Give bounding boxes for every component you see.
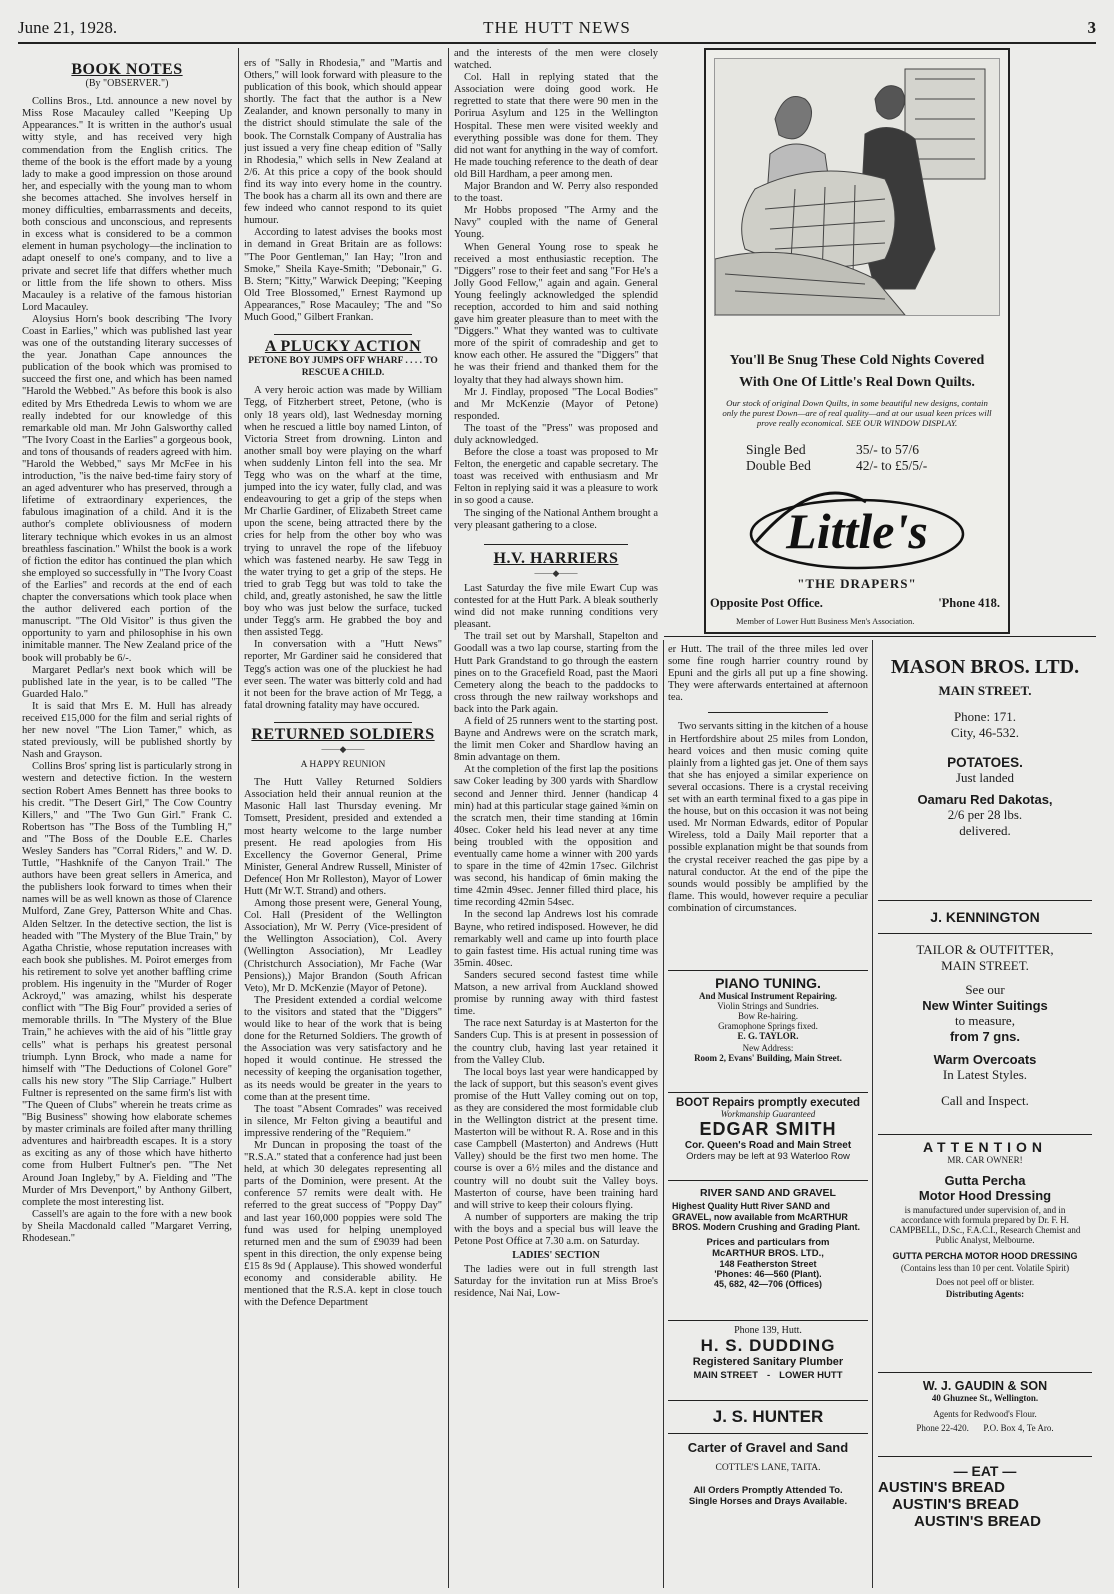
article-paragraph: It is said that Mrs E. M. Hull has already received £15,000 for the film and serial rights of her new novel "The Lion Tamer," which, as stated previously, will be published shortly by Nash and Grayson. (22, 700, 232, 761)
potatoes-heading: POTATOES. (947, 755, 1023, 770)
ad-line: Warm Overcoats (933, 1052, 1037, 1067)
ad-description: Our stock of original Down Quilts, in some beautiful new designs, contain only the purest Down—are of real quality—and at our usual keen prices will prove really economical. SEE OUR WINDOW DISPLAY. (722, 398, 992, 428)
ad-line: Cor. Queen's Road and Main Street (684, 1140, 852, 1151)
article-paragraph: Collins Bros' spring list is particularly strong in western and detective fiction. In the western section Robert Ames Bennett has three books to his credit. "The Desert Girl," The Cow Country Killers," and "The Two Gun Girl." Frank C. Robertson has "The Boss of the Tumbling H," and "The Boss of the Double E.E. Charles Wesley Sanders has "Corral Riders," and W. D. Tuttle, "Hashknife of the Canyon Trail." The authors have been great sellers in America, and the publishers look forward to times when their names will be as well known as those of Clarence Mulford, Zane Grey, Patterson White and Chas. Alden Seltzer. In the detective section, the list is headed with "The Mystery of the Blue Train," by Agatha Christie, whose reputation increases with each book she publishes. M. Poirot emerges from his retirement to solve yet another baffling crime problem. His ingenuity in the "Murder of Roger Ackroyd," was amazing, whilst his desperate conflict with "The Big Four" provided a series of memorable thrills. In "The Mystery of the Blue Train," he achieves with the aid of his "little gray cells" what is perhaps his greatest personal triumph. Lynn Brock, who made a name for himself with "The Deductions of Colonel Gore" calls his new story "The Slip Carriage." Hulbert Fultner is represented on the same firm's list with "The Queen of Clubs" wherein he treats crime as "Big Business" showing how elaborate schemes by master criminals are foiled after many thrilling adventures and hairbreadth escapes. It is a story as exciting as any of those which have hitherto come from Hulbert Fultner's pen. "The Net Around Joan Ingleby," by A. Fielding and "The Murder of Mrs Devenport," by Anthony Gilbert, complete the most interesting list. (22, 761, 232, 1208)
column-divider (872, 640, 873, 1588)
shop-location: Opposite Post Office. (710, 596, 823, 610)
ad-line: COTTLE'S LANE, TAITA. (715, 1463, 821, 1473)
article-paragraph: er Hutt. The trail of the three miles led over some fine rough harrier country round by Epuni and the girls all put up a fine showing. They were afterwards entertained at afternoon tea. (668, 644, 868, 704)
column-divider (238, 48, 239, 1588)
ad-line: 45, 682, 42—706 (Offices) (713, 1278, 823, 1289)
section-rule (274, 334, 412, 335)
plucky-heading: A PLUCKY ACTION (264, 338, 422, 356)
section-rule (668, 1433, 868, 1434)
attention-heading: ATTENTION (922, 1139, 1048, 1155)
hunter-name: J. S. HUNTER (712, 1407, 824, 1426)
section-rule (878, 1456, 1092, 1457)
ad-line: Gramophone Springs fixed. (718, 1021, 818, 1031)
column-four-text (668, 644, 868, 980)
gutta-percha-title: Gutta Percha (944, 1173, 1026, 1188)
ad-line: MR. CAR OWNER! (947, 1155, 1023, 1165)
section-rule (878, 1134, 1092, 1135)
ad-headline-line: You'll Be Snug These Cold Nights Covered (729, 353, 985, 368)
ad-line: 148 Featherston Street (719, 1258, 817, 1269)
river-sand-advertisement (668, 1180, 868, 1289)
gaudin-name: W. J. GAUDIN & SON (922, 1379, 1048, 1393)
ad-line: MAIN STREET. (941, 958, 1029, 973)
ad-dash: - (766, 1370, 771, 1381)
piano-tuning-title: PIANO TUNING. (715, 975, 821, 991)
ad-line: Oamaru Red Dakotas, (917, 792, 1053, 807)
article-paragraph: Mr Hobbs proposed "The Army and the Navy" coupled with the name of General Young. (454, 205, 658, 241)
article-paragraph: A very heroic action was made by William Tegg, of Fitzherbert street, Petone, (who is only 18 years old), last Wednesday morning when he rescued a little boy named Linton, of Victoria Street from drowning. Linton and another small boy were playing on the wharf when suddenly Linton fell into the sea. Mr Tegg who was on the wharf at the time, jumped into the icy water, fully clad, and was endeavouring to get a grip of the steps when Mr Charlie Gardiner, of Elizabeth Street came upon the scene, being attracted there by the cries for help from the other boy who was trying to unravel the rope of the lifebuoy which was fastened nearby. He saw Tegg in the water trying to get a grip of the steps. He tried to grab Tegg but was told to take the child, and, greatly astonished, he saw the little boy who was just below the surface, tucked under Tegg's arm. He grabbed the boy and then assisted Tegg. (244, 385, 442, 639)
tuner-address: Room 2, Evans' Building, Main Street. (694, 1053, 842, 1063)
ad-line: Call and Inspect. (941, 1093, 1029, 1108)
article-paragraph: The toast of the "Press" was proposed and duly acknowledged. (454, 422, 658, 446)
ad-line: City, 46-532. (950, 725, 1020, 740)
gaudin-advertisement (878, 1372, 1092, 1433)
ad-line: Highest Quality Hutt River SAND and GRAVEL, now available from McARTHUR BROS. Modern Crushing and Grading Plant. (672, 1201, 861, 1232)
article-paragraph: Margaret Pedlar's next book which will be published late in the year, is to be called "The Guarded Halo." (22, 664, 232, 700)
ad-headline-line: With One Of Little's Real Down Quilts. (739, 375, 975, 390)
article-paragraph: Col. Hall in replying stated that the Association were doing good work. He regretted to state that there were 90 men in the Porirua Asylum and 125 in the Wellington Hospital. These men were visited weekly and everything possible was done for them. They did not want for anything in the way of comfort. He made touching reference to the death of dear old Bill Hardham, a peer among men. (454, 72, 658, 180)
returned-soldiers-subheading: A HAPPY REUNION (300, 760, 386, 771)
ladies-section-heading: LADIES' SECTION (512, 1250, 600, 1262)
ad-line: 40 Ghuznee St., Wellington. (931, 1393, 1039, 1403)
ad-line: Phone: 171. (953, 709, 1017, 724)
ad-line: TAILOR & OUTFITTER, (916, 942, 1054, 957)
dudding-plumber-advertisement (668, 1320, 868, 1381)
ad-line: to measure, (955, 1013, 1015, 1028)
quilt-shopping-illustration (715, 59, 999, 315)
harriers-heading: H.V. HARRIERS (493, 549, 619, 567)
ad-line: Single Horses and Drays Available. (688, 1496, 848, 1507)
ad-line: Registered Sanitary Plumber (692, 1356, 844, 1368)
mason-bros-advertisement (878, 656, 1092, 839)
ad-line: MAIN STREET (693, 1370, 758, 1381)
ad-line: P.O. Box 4, Te Aro. (983, 1423, 1054, 1433)
article-paragraph: ers of "Sally in Rhodesia," and "Martis and Others," will look forward with pleasure to the publication of this book, which should appear shortly. The fact that the author is a New Zealander, and known personally to many in the district should stimulate the sale of the book. The Cornstalk Company of Australia has just issued a very fine cheap edition of "Sally in Rhodesia," which sells in New Zealand at 2/6. At this price a copy of the book should find its way into every home in the country. The book has a charm all its own and there are few indeed who cannot respond to its quiet humour. (244, 58, 442, 227)
article-paragraph: Sanders secured second fastest time while Matson, a new arrival from Auckland showed promise by running away with third fastest time. (454, 969, 658, 1018)
article-paragraph: The President extended a cordial welcome to the visitors and stated that the "Diggers" would like to hear of the work that is being done for the Returned Soldiers. The growth of the Association was very satisfactory and he hoped it would continue. He stressed the necessity of keeping the organisation together, as its needs would be greater in the years to come than at the present time. (244, 994, 442, 1103)
article-paragraph: Mr J. Findlay, proposed "The Local Bodies" and Mr McKenzie (Mayor of Petone) responded. (454, 386, 658, 422)
edgar-smith-name: EDGAR SMITH (699, 1119, 837, 1139)
article-paragraph: According to latest advises the books most in demand in Great Britain are as follows: "The Poor Gentleman," Ian Hay; "Iron and Smoke," Sheila Kaye-Smith; "Debonair," G. B. Stern; "Kitty," Warwick Deeping; "Keeping Old Tree Blossomed," Ernest Raymond up Appearances," Rose Macauley; 'The and "So Much Good," Gilbert Frankan. (244, 227, 442, 323)
ad-line: Prices and particulars from (706, 1236, 830, 1248)
edgar-smith-advertisement (668, 1092, 868, 1162)
book-notes-column (22, 58, 232, 1588)
eat-heading: — EAT — (953, 1463, 1017, 1479)
tuner-name: E. G. TAYLOR. (737, 1031, 799, 1041)
austins-bread-line: AUSTIN'S BREAD (914, 1513, 1041, 1530)
dudding-name: H. S. DUDDING (700, 1336, 836, 1355)
section-rule (668, 1180, 868, 1181)
article-paragraph: The race next Saturday is at Masterton for the Sanders Cup. This is at present in possession of the country club, having last year retained it from the Valley Club. (454, 1018, 658, 1066)
ad-line: See our (965, 982, 1005, 997)
mason-bros-name: MASON BROS. LTD. (890, 656, 1080, 678)
gutta-percha-advertisement (878, 1134, 1092, 1299)
ad-line: Workmanship Guaranteed (720, 1109, 816, 1119)
ad-line: Does not peel off or blister. (935, 1277, 1035, 1287)
shop-illustration (714, 58, 1000, 316)
ad-line: (Contains less than 10 per cent. Volatile Spirit) (900, 1263, 1070, 1273)
masthead-rule (18, 42, 1096, 44)
divider-ornament: ——◆—— (534, 567, 578, 578)
austins-bread-line: AUSTIN'S BREAD (878, 1479, 1005, 1496)
column-divider (663, 640, 664, 1588)
section-rule (668, 1400, 868, 1401)
shop-phone: 'Phone 418. (938, 596, 1000, 610)
plucky-subheading: PETONE BOY JUMPS OFF WHARF . . . . TO RESCUE A CHILD. (248, 356, 438, 379)
section-rule (878, 900, 1092, 901)
ad-line: In Latest Styles. (942, 1067, 1028, 1082)
article-paragraph: Two servants sitting in the kitchen of a house in Hertfordshire about 25 miles from London, heard voices and then music coming quite plainly from a lighted gas jet. One of them says that she has enjoyed a similar experience on several occasions. There is a crystal receiving set with an earth terminal fixed to a gas pipe in the house, but on this occasion it was not being used. Mr Norman Edwards, editor of Popular Wireless, told a Daily Mail reporter that a possible explanation might be that sounds from the crystal receiver reached the gas pipe by a natural conductor. At the end of the pipe the sounds would possibly be amplified by the flame. This would, however require a peculiar combination of circumstances. (668, 721, 868, 914)
ad-line: GUTTA PERCHA MOTOR HOOD DRESSING (892, 1251, 1078, 1261)
ad-line: LOWER HUTT (779, 1370, 843, 1381)
section-rule (484, 544, 628, 545)
ad-line: 2/6 per 28 lbs. (947, 807, 1023, 822)
section-rule (878, 1372, 1092, 1373)
double-bed-label: Double Bed (746, 458, 811, 473)
single-bed-price: 35/- to 57/6 (856, 442, 919, 457)
article-paragraph: Among those present were, General Young, Col. Hall (President of the Wellington Association), Mr W. Perry (Vice-president of the Wellington Association), Col. Avery (Wellington Association), Mr Leadley (Christchurch Association), Mr Fache (War Pensions),) Major Brandon (South African Veto), Mr D. McKenzie (Mayor of Petone). (244, 898, 442, 994)
article-paragraph: The singing of the National Anthem brought a very pleasant gathering to a close. (454, 507, 658, 531)
ad-line: from 7 gns. (949, 1029, 1021, 1044)
article-paragraph: Mr Duncan in proposing the toast of the "R.S.A." stated that a conference had just been held, at which 30 delegates representing all parts of the Dominion, were present. At the conference 57 remits were dealt with. He referred to the great success of "Poppy Day" and last year 160,000 poppies were sold The fund was used for helping unemployed returned men and the sum of £9039 had been spent in this direction, the only expense being £15 8s 9d ( Applause). This showed wonderful economy and considerable ability. He mentioned that the R.S.A. kept in close touch with the Defence Department (244, 1139, 442, 1309)
article-paragraph: The Hutt Valley Returned Soldiers Association held their annual reunion at the Masonic Hall last Thursday evening. Mr Tomsett, President, presided and extended a most hearty welcome to the large number present. He read apologies from His Excellency the Governor General, Prime Minister, General Andrew Russell, Minister of Defence( Hon Mr Rolleston), Mayor of Lower Hutt (Mr W.T. Strand) and others. (244, 777, 442, 897)
article-paragraph: When General Young rose to speak he received a most enthusiastic reception. The "Diggers" rose to their feet and sang "For He's a Jolly Good Fellow," again and again. General Young feelingly acknowledged the splendid reception, accorded to him and said nothing gave him greater pleasure than to meet with the "Diggers." What they wanted was to cultivate more of the spirit of comradeship and get to know each other. He assured the "Diggers" that he was their friend and thanked them for the loyalty that they had always shown him. (454, 241, 658, 386)
single-bed-label: Single Bed (746, 442, 806, 457)
ad-line: Phone 139, Hutt. (734, 1325, 802, 1336)
book-notes-heading: BOOK NOTES (71, 61, 183, 78)
section-rule (274, 722, 412, 723)
ad-line: MAIN STREET. (938, 683, 1032, 698)
ad-line: All Orders Promptly Attended To. (693, 1485, 843, 1496)
ad-line: Just landed (955, 770, 1015, 785)
quilt-prices (746, 442, 976, 474)
page-number: 3 (1087, 18, 1096, 37)
ad-line: delivered. (959, 823, 1011, 838)
issue-date: June 21, 1928. (18, 18, 118, 37)
column-three (454, 48, 658, 1588)
article-paragraph: The ladies were out in full strength last Saturday for the invitation run at Miss Broe's residence, Nai Nai, Low- (454, 1264, 658, 1300)
ad-line: Carter of Gravel and Sand (687, 1440, 849, 1455)
kennington-name: J. KENNINGTON (930, 909, 1040, 925)
newspaper-title: THE HUTT NEWS (483, 18, 631, 37)
returned-soldiers-heading: RETURNED SOLDIERS (251, 725, 435, 743)
piano-tuning-advertisement (668, 970, 868, 1063)
article-paragraph: Aloysius Horn's book describing 'The Ivory Coast in Earlies," which was published last year was one of the outstanding literary successes of the year. Jonathan Cape announces the publication of the book which was promised to succeed the first one, and which has been named "Harold the Webbed." As before this book is also edited by Mrs Ethedreda Lewis to whom we are really indebted for our knowledge of this remarkable old man. Mr John Galsworthy called "The Ivory Coast in the Earlies" a gorgeous book, and tons of thousands of readers agreed with him. "Harold the Webbed," says Mr McFee in his introduction, "is the naive bed-time fairy story of an aged adventurer who has preserved, through a lifetime of extraordinary experiences, the fabulous imagination of a child. And it is the author's complete obliviousness of modern literary technique which evokes in us an almost breathless fascination." Whilst the book is a work of fiction the editor has continued the plan which she employed so successfully in "The Ivory Coast of the Earlies" and records at the end of each chapter the conversations which took place when the author delivered each portion of the manuscript. "The Old Visitor" is thus given the opportunity to yarn and philosophise in his own inimitable manner. The New Zealand price of the book will probably be 6/-. (22, 313, 232, 664)
kennington-tailor-advertisement (878, 900, 1092, 1109)
association-membership: Member of Lower Hutt Business Men's Association. (736, 616, 915, 626)
ad-line: Agents for Redwood's Flour. (933, 1409, 1037, 1419)
ad-line: BOOT Repairs promptly executed (675, 1097, 861, 1109)
divider-ornament: ——◆—— (321, 743, 365, 754)
ad-line: Orders may be left at 93 Waterloo Row (686, 1151, 850, 1162)
littles-quilt-advertisement (704, 48, 1010, 634)
ad-line: McARTHUR BROS. LTD., (712, 1247, 824, 1259)
austins-bread-line: AUSTIN'S BREAD (892, 1496, 1019, 1513)
section-rule (668, 970, 868, 971)
article-paragraph: The trail set out by Marshall, Stapelton and Goodall was a two lap course, starting from the Hutt Park Grandstand to go through the eastern pines on to the Gracefield Road, past the Maori Cemetery along the beach to the paddocks to cross through the new railway workshops and back into the Park again. (454, 631, 658, 715)
section-rule (668, 1092, 868, 1093)
article-paragraph: Major Brandon and W. Perry also responded to the toast. (454, 181, 658, 205)
ad-line: Distributing Agents: (945, 1289, 1025, 1299)
article-paragraph: A number of supporters are making the trip with the boys and a special bus will leave the Petone Post Office at 7.30 a.m. on Saturday. (454, 1211, 658, 1247)
article-paragraph: Cassell's are again to the fore with a new book by Sheila Macdonald called "Margaret Verring, Rhodesean." (22, 1208, 232, 1244)
article-paragraph: A field of 25 runners went to the starting post. Bayne and Andrews were on the scratch mark, the limit men Coker and Shardlow having an 8min advantage on them. (454, 715, 658, 764)
section-rule (708, 712, 828, 713)
gutta-percha-title: Motor Hood Dressing (918, 1188, 1052, 1203)
hunter-carter-advertisement (668, 1400, 868, 1507)
ad-line: New Winter Suitings (922, 998, 1048, 1013)
article-paragraph: Last Saturday the five mile Ewart Cup was contested for at the Hutt Park. A bleak southerly wind did not make running conditions very pleasant. (454, 582, 658, 631)
article-paragraph: At the completion of the first lap the positions saw Coker leading by 300 yards with Shardlow second and Jenner third. Jenner (handicap 4 min) had at this particular stage gained ¾min on the scratch men, their time standing at 16min 40sec. Coker held his lead never at any time being troubled with the opposition and eventually came home a winner with 200 yards to spare in the time of 42min 17sec. Gilchrist was second, his handicap of 6min making the time 42min 49sec. Jenner filled third place, his time recording 42min 54sec. (454, 764, 658, 909)
section-rule (664, 636, 1096, 637)
article-paragraph: Before the close a toast was proposed to Mr Felton, the energetic and capable secretary. The toast was received with enthusiasm and Mr Felton in replying said it was a pleasure to work in so good a cause. (454, 447, 658, 507)
section-rule (668, 1320, 868, 1321)
ad-line: And Musical Instrument Repairing. (698, 991, 837, 1001)
article-paragraph: and the interests of the men were closely watched. (454, 48, 658, 72)
littles-logo-text: Little's (786, 503, 928, 559)
austins-bread-advertisement (878, 1456, 1092, 1530)
ad-line: Bow Re-hairing. (738, 1011, 798, 1021)
double-bed-price: 42/- to £5/5/- (856, 458, 928, 473)
the-drapers-tagline: "THE DRAPERS" (797, 576, 917, 591)
ad-line: Phone 22-420. (916, 1423, 969, 1433)
ad-headline (716, 350, 998, 394)
river-sand-title: RIVER SAND AND GRAVEL (700, 1187, 836, 1199)
ad-line: Violin Strings and Sundries. (717, 1001, 819, 1011)
article-paragraph: In conversation with a "Hutt News" reporter, Mr Gardiner said he considered that Tegg's action was one of the pluckiest he had ever seen. The water was bitterly cold and had it not been for the brave action of Mr Tegg, a fatal drowning fatality may have occured. (244, 639, 442, 711)
section-rule (878, 933, 1092, 934)
article-paragraph: The toast "Absent Comrades" was received in silence, Mr Felton giving a beautiful and impressive rendering of the "Requiem." (244, 1103, 442, 1139)
ad-line: 'Phones: 46—560 (Plant). (714, 1268, 822, 1279)
article-paragraph: In the second lap Andrews lost his comrade Bayne, who retired indisposed. However, he did remarkably well and came up into fourth place to gain fastest time. His actual runing time was 35min. 40sec. (454, 909, 658, 969)
article-paragraph: Collins Bros., Ltd. announce a new novel by Miss Rose Macauley called "Keeping Up Appearances." It is written in the author's usual witty style, and has received very high commendation from the English critics. The theme of the book is the effort made by a young lady to make a good impression on those around her, and especially with the young man to whom she becomes attached. She involves herself in money difficulties, embarrassments and deceits, both conscious and unconscious, and represents in excess what is considered to be a common element in human psychology—the inclination to adapt oneself to one's company, and to live a private and secret life that differs whether much or little from the life shown to others. Miss Macauley is a relative of the famous historian Lord Macauley. (22, 96, 232, 313)
masthead (18, 18, 1096, 40)
article-paragraph: The local boys last year were handicapped by the lack of support, but this season's event gives promise of the Hutt Valley coming out on top, as they are considered the most formidable club in the Wellington district at the present time. Masterton will be without R. A. Rose and in this case Campbell (Masterton) and Andrews (Hutt Valley) should be the first two men home. The course is over a 6½ miles and the distance and country will no doubt suit the Valley boys. Masterton of course, have been training hard and will strive to keep their colours flying. (454, 1066, 658, 1211)
column-divider (448, 48, 449, 1588)
ad-line: New Address: (742, 1043, 794, 1053)
ad-line: is manufactured under supervision of, and in accordance with formula prepared by Dr. F. H. CAMPBELL, D.Sc., F.A.C.I., Research Chemist and Public Analyst, Melbourne. (889, 1205, 1081, 1245)
column-two (244, 58, 442, 1588)
book-notes-byline: (By "OBSERVER.") (85, 78, 169, 90)
